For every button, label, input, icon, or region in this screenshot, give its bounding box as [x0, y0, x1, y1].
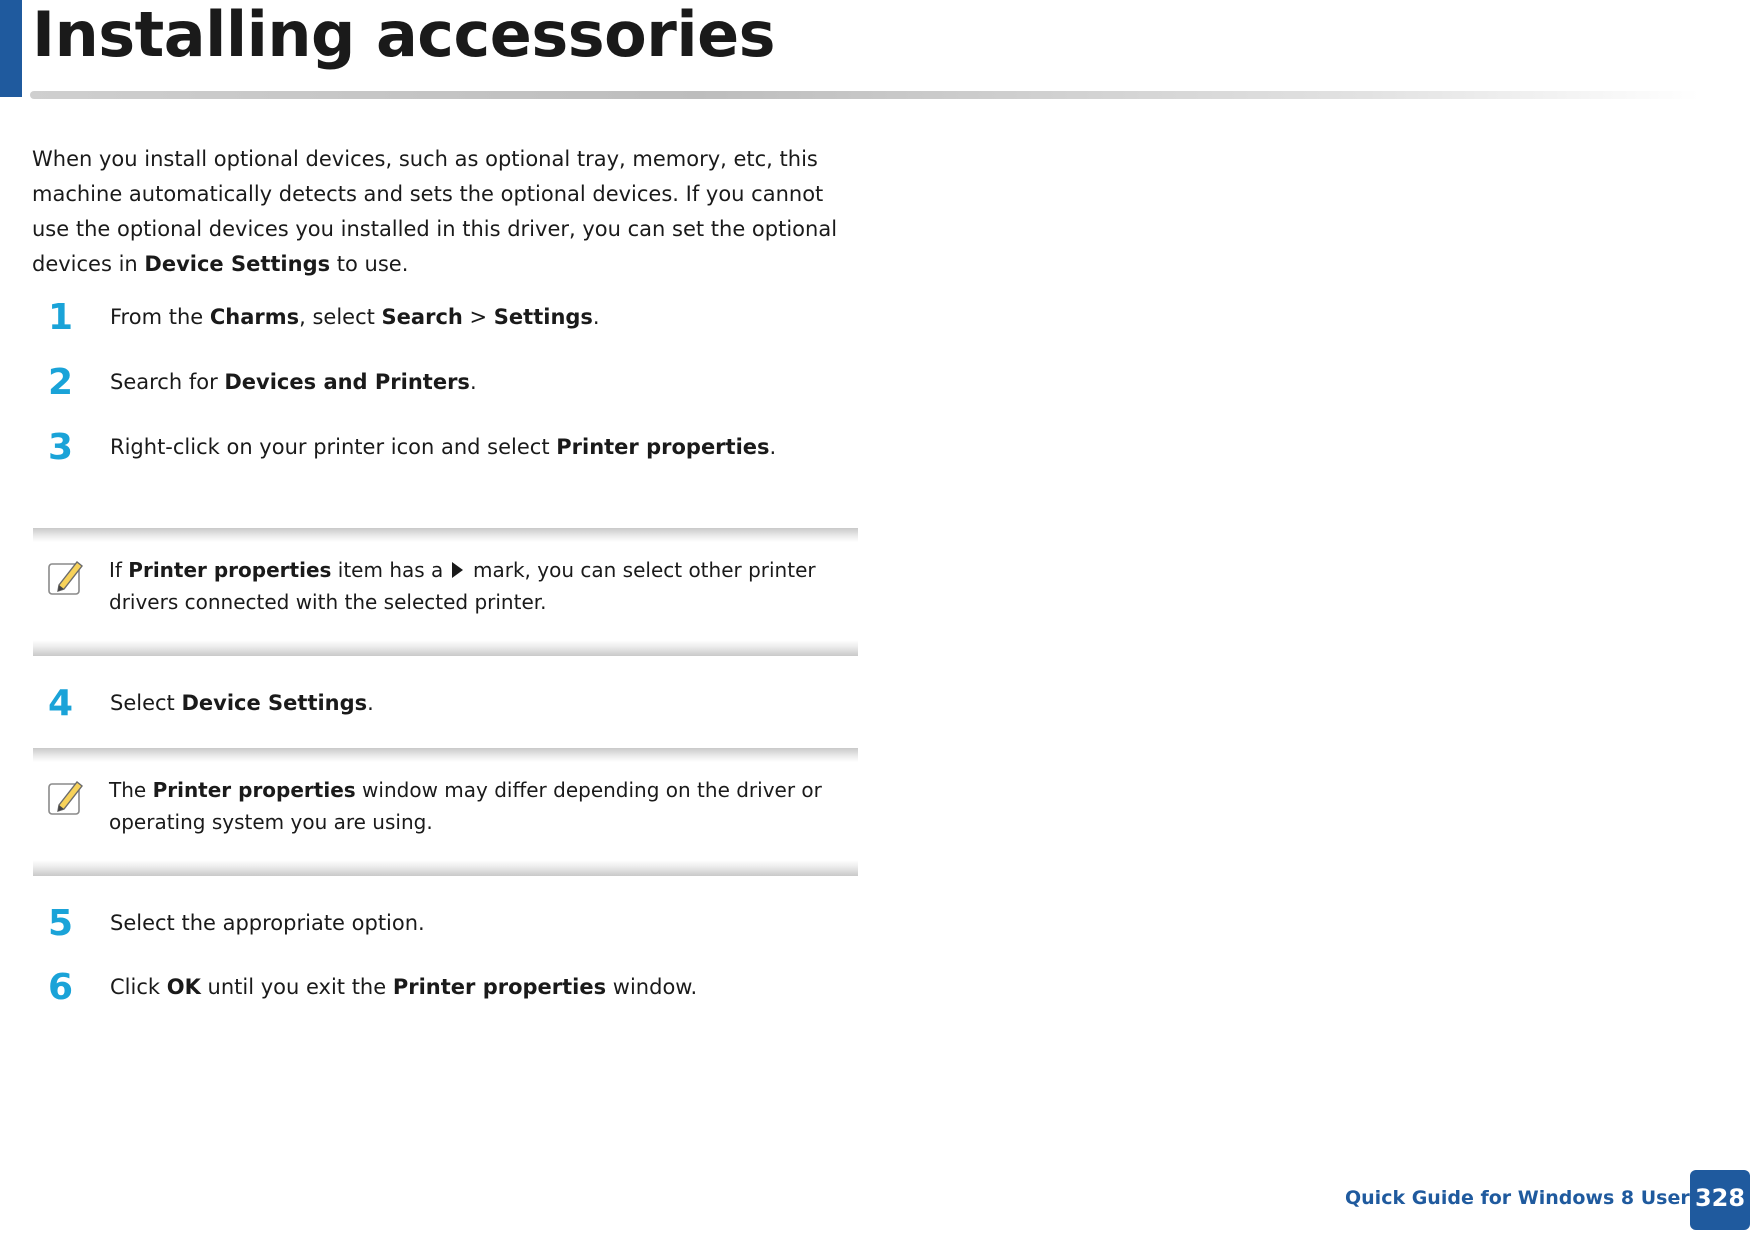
step-number: 2	[48, 362, 74, 403]
page-number-badge: 328	[1690, 1170, 1750, 1230]
step-text-part: .	[367, 691, 374, 715]
step-text-part: window.	[606, 975, 698, 999]
step-number: 4	[48, 683, 74, 724]
step-text-part: >	[462, 305, 494, 329]
step-text-part: Click	[110, 975, 167, 999]
step-text-part: .	[469, 370, 477, 394]
right-triangle-icon	[452, 562, 463, 578]
step-bold-ok: OK	[166, 975, 201, 999]
step-number: 3	[48, 427, 74, 468]
note-top-edge	[33, 748, 858, 762]
step-bold-charms: Charms	[209, 305, 300, 329]
step-bold-device-settings: Device Settings	[181, 691, 368, 715]
step-3	[0, 426, 880, 476]
page-title: Installing accessories	[32, 0, 776, 71]
step-text-part: Search for	[110, 370, 225, 394]
intro-text-2: to use.	[330, 252, 409, 276]
step-text	[110, 972, 697, 1002]
header-accent-bar	[0, 0, 22, 97]
step-bold-search: Search	[381, 305, 463, 329]
note-text-part: If	[109, 558, 129, 582]
step-bold-printer-properties: Printer properties	[556, 435, 770, 459]
intro-bold-device-settings: Device Settings	[144, 252, 331, 276]
note-top-edge	[33, 528, 858, 542]
note-pencil-icon	[47, 778, 85, 816]
note-text-part: mark, you can select other printer drivers connected with the selected printer.	[109, 558, 816, 614]
step-text	[110, 302, 600, 332]
step-text-part: , select	[299, 305, 382, 329]
note-text-part: The	[109, 778, 153, 802]
note-box-1	[33, 528, 858, 656]
note-text	[109, 554, 859, 618]
step-bold-printer-properties: Printer properties	[392, 975, 607, 999]
title-divider	[30, 91, 1700, 99]
step-text	[110, 432, 776, 462]
note-text	[109, 774, 859, 838]
footer-guide-title: Quick Guide for Windows 8 User	[1345, 1187, 1690, 1209]
step-2	[0, 361, 880, 411]
step-text-part: .	[769, 435, 777, 459]
step-text	[110, 367, 477, 397]
step-text	[110, 908, 425, 938]
step-text-part: .	[592, 305, 600, 329]
note-box-2	[33, 748, 858, 876]
intro-text-1: When you install optional devices, such as optional tray, memory, etc, this machine automatically detects and sets the optional devices. If you cannot use the optional devices you installed in this driver, you can set the optional devices in	[32, 147, 838, 276]
step-text-part: Select	[110, 691, 182, 715]
step-text-part: until you exit the	[200, 975, 393, 999]
step-text-part: Right-click on your printer icon and select	[110, 435, 557, 459]
note-bold-printer-properties: Printer properties	[152, 778, 356, 802]
step-text	[110, 688, 374, 718]
note-bold-printer-properties: Printer properties	[128, 558, 332, 582]
step-number: 5	[48, 903, 74, 944]
step-number: 6	[48, 967, 74, 1008]
step-1	[0, 296, 880, 346]
note-text-part: item has a	[331, 558, 450, 582]
note-text-part: window may differ depending on the driver or operating system you are using.	[109, 778, 822, 834]
note-pencil-icon	[47, 558, 85, 596]
step-number: 1	[48, 297, 74, 338]
step-bold-devices-and-printers: Devices and Printers	[224, 370, 470, 394]
note-bottom-edge	[33, 640, 858, 656]
step-6	[0, 966, 880, 1016]
step-text-part: From the	[110, 305, 210, 329]
step-4	[0, 682, 880, 732]
step-bold-settings: Settings	[493, 305, 593, 329]
intro-paragraph	[32, 142, 862, 282]
note-bottom-edge	[33, 860, 858, 876]
step-5	[0, 902, 880, 952]
step-text-part: Select the appropriate option.	[110, 911, 425, 935]
